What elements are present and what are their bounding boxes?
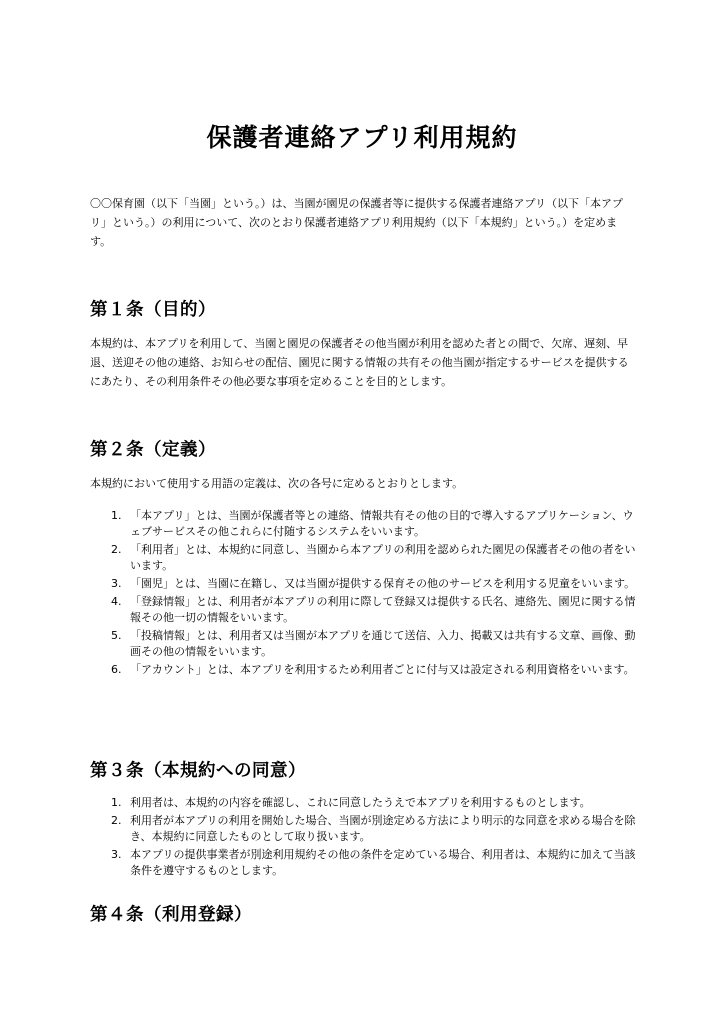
list-item-text: 「本アプリ」とは、当園が保護者等との連絡、情報共有その他の目的で導入するアプリケーション、ウェブサービスその他これらに付随するシステムをいいます。: [130, 509, 634, 538]
list-item-text: 利用者が本アプリの利用を開始した場合、当園が別途定める方法により明示的な同意を求める場合を除き、本規約に同意したものとして取り扱います。: [130, 814, 636, 843]
list-item-text: 「投稿情報」とは、利用者又は当園が本アプリを通じて送信、入力、掲載又は共有する文章、画像、動画その他の情報をいいます。: [130, 629, 636, 658]
document-title: 保護者連絡アプリ利用規約: [206, 123, 518, 152]
article-2-heading: 第２条（定義）: [90, 440, 216, 460]
list-item: [90, 795, 638, 811]
list-item-number: 2.: [111, 543, 122, 556]
list-item: [90, 508, 638, 540]
list-item-number: 1.: [111, 509, 122, 522]
list-item-number: 3.: [111, 577, 122, 590]
article-2-definition-list: [90, 508, 638, 680]
list-item: [90, 628, 638, 660]
list-item: [90, 576, 638, 592]
article-3-heading: 第３条（本規約への同意）: [90, 761, 306, 781]
list-item-number: 4.: [111, 595, 122, 608]
article-3-list: [90, 795, 638, 881]
list-item-number: 5.: [111, 629, 122, 642]
list-item-text: 本アプリの提供事業者が別途利用規約その他の条件を定めている場合、利用者は、本規約に加えて当該条件を遵守するものとします。: [130, 848, 636, 877]
intro-paragraph: 〇〇保育園（以下「当園」という。）は、当園が園児の保護者等に提供する保護者連絡アプリ（以下「本アプリ」という。）の利用について、次のとおり保護者連絡アプリ利用規約（以下「本規約」という。）を定めます。: [90, 197, 624, 248]
list-item: [90, 542, 638, 574]
list-item-text: 「アカウント」とは、本アプリを利用するため利用者ごとに付与又は設定される利用資格をいいます。: [130, 663, 635, 676]
article-2-body: 本規約において使用する用語の定義は、次の各号に定めるとおりとします。: [90, 477, 464, 490]
list-item-text: 利用者は、本規約の内容を確認し、これに同意したうえで本アプリを利用するものとします。: [130, 796, 591, 809]
list-item-number: 1.: [111, 796, 122, 809]
article-1-body: 本規約は、本アプリを利用して、当園と園児の保護者その他当園が利用を認めた者との間で、欠席、遅刻、早退、送迎その他の連絡、お知らせの配信、園児に関する情報の共有その他当園が指定するサービスを提供するにあたり、その利用条件その他必要な事項を定めることを目的とします。: [90, 337, 629, 388]
list-item-number: 6.: [111, 663, 122, 676]
list-item: [90, 813, 638, 845]
list-item-text: 「利用者」とは、本規約に同意し、当園から本アプリの利用を認められた園児の保護者その他の者をいいます。: [130, 543, 636, 572]
list-item-number: 2.: [111, 814, 122, 827]
list-item: [90, 594, 638, 626]
list-item-text: 「園児」とは、当園に在籍し、又は当園が提供する保育その他のサービスを利用する児童をいいます。: [130, 577, 636, 590]
article-1-heading: 第１条（目的）: [90, 300, 216, 320]
list-item-number: 3.: [111, 848, 122, 861]
list-item: [90, 662, 638, 678]
list-item: [90, 847, 638, 879]
list-item-text: 「登録情報」とは、利用者が本アプリの利用に際して登録又は提供する氏名、連絡先、園児に関する情報その他一切の情報をいいます。: [130, 595, 636, 624]
article-4-heading: 第４条（利用登録）: [90, 905, 252, 925]
